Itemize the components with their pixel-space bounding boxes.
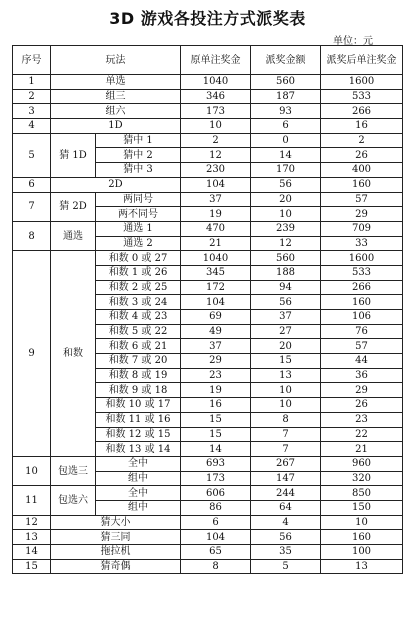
sub-play-name: 猜中 1 — [96, 133, 181, 148]
prize-after: 709 — [321, 221, 403, 236]
base-prize: 230 — [181, 163, 251, 178]
row-number: 5 — [13, 133, 51, 177]
table-row — [13, 545, 403, 560]
base-prize: 14 — [181, 442, 251, 457]
sub-play-name: 通选 1 — [96, 221, 181, 236]
base-prize: 172 — [181, 280, 251, 295]
prize-after: 57 — [321, 192, 403, 207]
prize-after: 266 — [321, 280, 403, 295]
sub-play-name: 和数 12 或 15 — [96, 427, 181, 442]
sub-play-name: 猜中 2 — [96, 148, 181, 163]
bonus-amount: 20 — [251, 192, 321, 207]
bonus-amount: 94 — [251, 280, 321, 295]
row-number: 6 — [13, 177, 51, 192]
bonus-amount: 56 — [251, 295, 321, 310]
play-name: 包选三 — [51, 456, 96, 485]
prize-after: 960 — [321, 456, 403, 471]
play-name: 2D — [51, 177, 181, 192]
base-prize: 1040 — [181, 251, 251, 266]
row-number: 7 — [13, 192, 51, 221]
table-row — [13, 192, 403, 207]
prize-table — [12, 45, 403, 574]
table-row — [13, 251, 403, 266]
bonus-amount: 35 — [251, 545, 321, 560]
prize-after: 33 — [321, 236, 403, 251]
base-prize: 37 — [181, 192, 251, 207]
sub-play-name: 组中 — [96, 500, 181, 515]
prize-after: 160 — [321, 530, 403, 545]
play-name: 猜 2D — [51, 192, 96, 221]
sub-play-name: 全中 — [96, 456, 181, 471]
bonus-amount: 10 — [251, 383, 321, 398]
base-prize: 86 — [181, 500, 251, 515]
prize-after: 13 — [321, 559, 403, 574]
table-row — [13, 530, 403, 545]
base-prize: 345 — [181, 265, 251, 280]
sub-play-name: 和数 1 或 26 — [96, 265, 181, 280]
bonus-amount: 12 — [251, 236, 321, 251]
play-name: 组六 — [51, 104, 181, 119]
prize-after: 160 — [321, 295, 403, 310]
sub-play-name: 和数 3 或 24 — [96, 295, 181, 310]
sub-play-name: 通选 2 — [96, 236, 181, 251]
prize-after: 57 — [321, 339, 403, 354]
table-row — [13, 486, 403, 501]
row-number: 3 — [13, 104, 51, 119]
prize-after: 21 — [321, 442, 403, 457]
play-name: 猜三同 — [51, 530, 181, 545]
header-no: 序号 — [13, 46, 51, 75]
base-prize: 15 — [181, 412, 251, 427]
prize-after: 266 — [321, 104, 403, 119]
bonus-amount: 14 — [251, 148, 321, 163]
sub-play-name: 和数 4 或 23 — [96, 310, 181, 325]
bonus-amount: 56 — [251, 177, 321, 192]
prize-after: 100 — [321, 545, 403, 560]
bonus-amount: 93 — [251, 104, 321, 119]
header-extra: 派奖金额 — [251, 46, 321, 75]
play-name: 组三 — [51, 89, 181, 104]
play-name: 单选 — [51, 75, 181, 90]
bonus-amount: 7 — [251, 442, 321, 457]
table-row — [13, 221, 403, 236]
header-after: 派奖后单注奖金 — [321, 46, 403, 75]
row-number: 15 — [13, 559, 51, 574]
base-prize: 104 — [181, 177, 251, 192]
bonus-amount: 244 — [251, 486, 321, 501]
base-prize: 173 — [181, 471, 251, 486]
table-row — [13, 75, 403, 90]
sub-play-name: 两同号 — [96, 192, 181, 207]
table-row — [13, 104, 403, 119]
bonus-amount: 10 — [251, 207, 321, 222]
row-number: 2 — [13, 89, 51, 104]
base-prize: 606 — [181, 486, 251, 501]
bonus-amount: 27 — [251, 324, 321, 339]
base-prize: 1040 — [181, 75, 251, 90]
sub-play-name: 组中 — [96, 471, 181, 486]
bonus-amount: 560 — [251, 75, 321, 90]
unit-label: 单位：元 — [333, 36, 373, 47]
base-prize: 15 — [181, 427, 251, 442]
prize-after: 400 — [321, 163, 403, 178]
sub-play-name: 两不同号 — [96, 207, 181, 222]
table-row — [13, 133, 403, 148]
prize-after: 26 — [321, 398, 403, 413]
prize-after: 2 — [321, 133, 403, 148]
sub-play-name: 和数 5 或 22 — [96, 324, 181, 339]
prize-after: 23 — [321, 412, 403, 427]
bonus-amount: 15 — [251, 354, 321, 369]
base-prize: 49 — [181, 324, 251, 339]
bonus-amount: 239 — [251, 221, 321, 236]
sub-play-name: 和数 9 或 18 — [96, 383, 181, 398]
bonus-amount: 56 — [251, 530, 321, 545]
bonus-amount: 6 — [251, 119, 321, 134]
page-title: 3D 游戏各投注方式派奖表 — [109, 9, 306, 28]
sub-play-name: 和数 11 或 16 — [96, 412, 181, 427]
sub-play-name: 和数 0 或 27 — [96, 251, 181, 266]
sub-play-name: 和数 8 或 19 — [96, 368, 181, 383]
prize-after: 10 — [321, 515, 403, 530]
base-prize: 2 — [181, 133, 251, 148]
base-prize: 37 — [181, 339, 251, 354]
play-name: 拖拉机 — [51, 545, 181, 560]
bonus-amount: 560 — [251, 251, 321, 266]
prize-after: 150 — [321, 500, 403, 515]
prize-after: 160 — [321, 177, 403, 192]
prize-after: 1600 — [321, 75, 403, 90]
table-row — [13, 119, 403, 134]
header-base: 原单注奖金 — [181, 46, 251, 75]
base-prize: 29 — [181, 354, 251, 369]
bonus-amount: 10 — [251, 398, 321, 413]
row-number: 13 — [13, 530, 51, 545]
prize-after: 26 — [321, 148, 403, 163]
bonus-amount: 187 — [251, 89, 321, 104]
prize-after: 29 — [321, 383, 403, 398]
header-row — [13, 46, 403, 75]
bonus-amount: 147 — [251, 471, 321, 486]
sub-play-name: 和数 7 或 20 — [96, 354, 181, 369]
prize-after: 106 — [321, 310, 403, 325]
play-name: 猜 1D — [51, 133, 96, 177]
bonus-amount: 170 — [251, 163, 321, 178]
base-prize: 10 — [181, 119, 251, 134]
table-row — [13, 456, 403, 471]
base-prize: 693 — [181, 456, 251, 471]
sub-play-name: 和数 6 或 21 — [96, 339, 181, 354]
table-row — [13, 89, 403, 104]
play-name: 通选 — [51, 221, 96, 250]
play-name: 和数 — [51, 251, 96, 457]
play-name: 猜大小 — [51, 515, 181, 530]
base-prize: 21 — [181, 236, 251, 251]
bonus-amount: 20 — [251, 339, 321, 354]
row-number: 8 — [13, 221, 51, 250]
bonus-amount: 267 — [251, 456, 321, 471]
prize-after: 29 — [321, 207, 403, 222]
prize-after: 533 — [321, 89, 403, 104]
row-number: 4 — [13, 119, 51, 134]
base-prize: 104 — [181, 295, 251, 310]
base-prize: 346 — [181, 89, 251, 104]
base-prize: 8 — [181, 559, 251, 574]
table-row — [13, 559, 403, 574]
sub-play-name: 和数 2 或 25 — [96, 280, 181, 295]
base-prize: 23 — [181, 368, 251, 383]
base-prize: 173 — [181, 104, 251, 119]
sub-play-name: 和数 10 或 17 — [96, 398, 181, 413]
sub-play-name: 猜中 3 — [96, 163, 181, 178]
bonus-amount: 0 — [251, 133, 321, 148]
play-name: 1D — [51, 119, 181, 134]
table-row — [13, 515, 403, 530]
base-prize: 19 — [181, 383, 251, 398]
row-number: 9 — [13, 251, 51, 457]
base-prize: 470 — [181, 221, 251, 236]
bonus-amount: 4 — [251, 515, 321, 530]
base-prize: 12 — [181, 148, 251, 163]
bonus-amount: 37 — [251, 310, 321, 325]
row-number: 12 — [13, 515, 51, 530]
sub-play-name: 全中 — [96, 486, 181, 501]
sub-play-name: 和数 13 或 14 — [96, 442, 181, 457]
base-prize: 19 — [181, 207, 251, 222]
bonus-amount: 13 — [251, 368, 321, 383]
prize-after: 16 — [321, 119, 403, 134]
base-prize: 69 — [181, 310, 251, 325]
prize-after: 76 — [321, 324, 403, 339]
prize-after: 44 — [321, 354, 403, 369]
table-row — [13, 177, 403, 192]
row-number: 14 — [13, 545, 51, 560]
prize-after: 533 — [321, 265, 403, 280]
header-play: 玩法 — [51, 46, 181, 75]
prize-after: 850 — [321, 486, 403, 501]
prize-after: 320 — [321, 471, 403, 486]
prize-after: 1600 — [321, 251, 403, 266]
play-name: 猜奇偶 — [51, 559, 181, 574]
bonus-amount: 7 — [251, 427, 321, 442]
bonus-amount: 8 — [251, 412, 321, 427]
base-prize: 6 — [181, 515, 251, 530]
play-name: 包选六 — [51, 486, 96, 515]
base-prize: 65 — [181, 545, 251, 560]
base-prize: 16 — [181, 398, 251, 413]
row-number: 11 — [13, 486, 51, 515]
bonus-amount: 188 — [251, 265, 321, 280]
row-number: 10 — [13, 456, 51, 485]
bonus-amount: 64 — [251, 500, 321, 515]
bonus-amount: 5 — [251, 559, 321, 574]
prize-after: 36 — [321, 368, 403, 383]
prize-after: 22 — [321, 427, 403, 442]
row-number: 1 — [13, 75, 51, 90]
base-prize: 104 — [181, 530, 251, 545]
